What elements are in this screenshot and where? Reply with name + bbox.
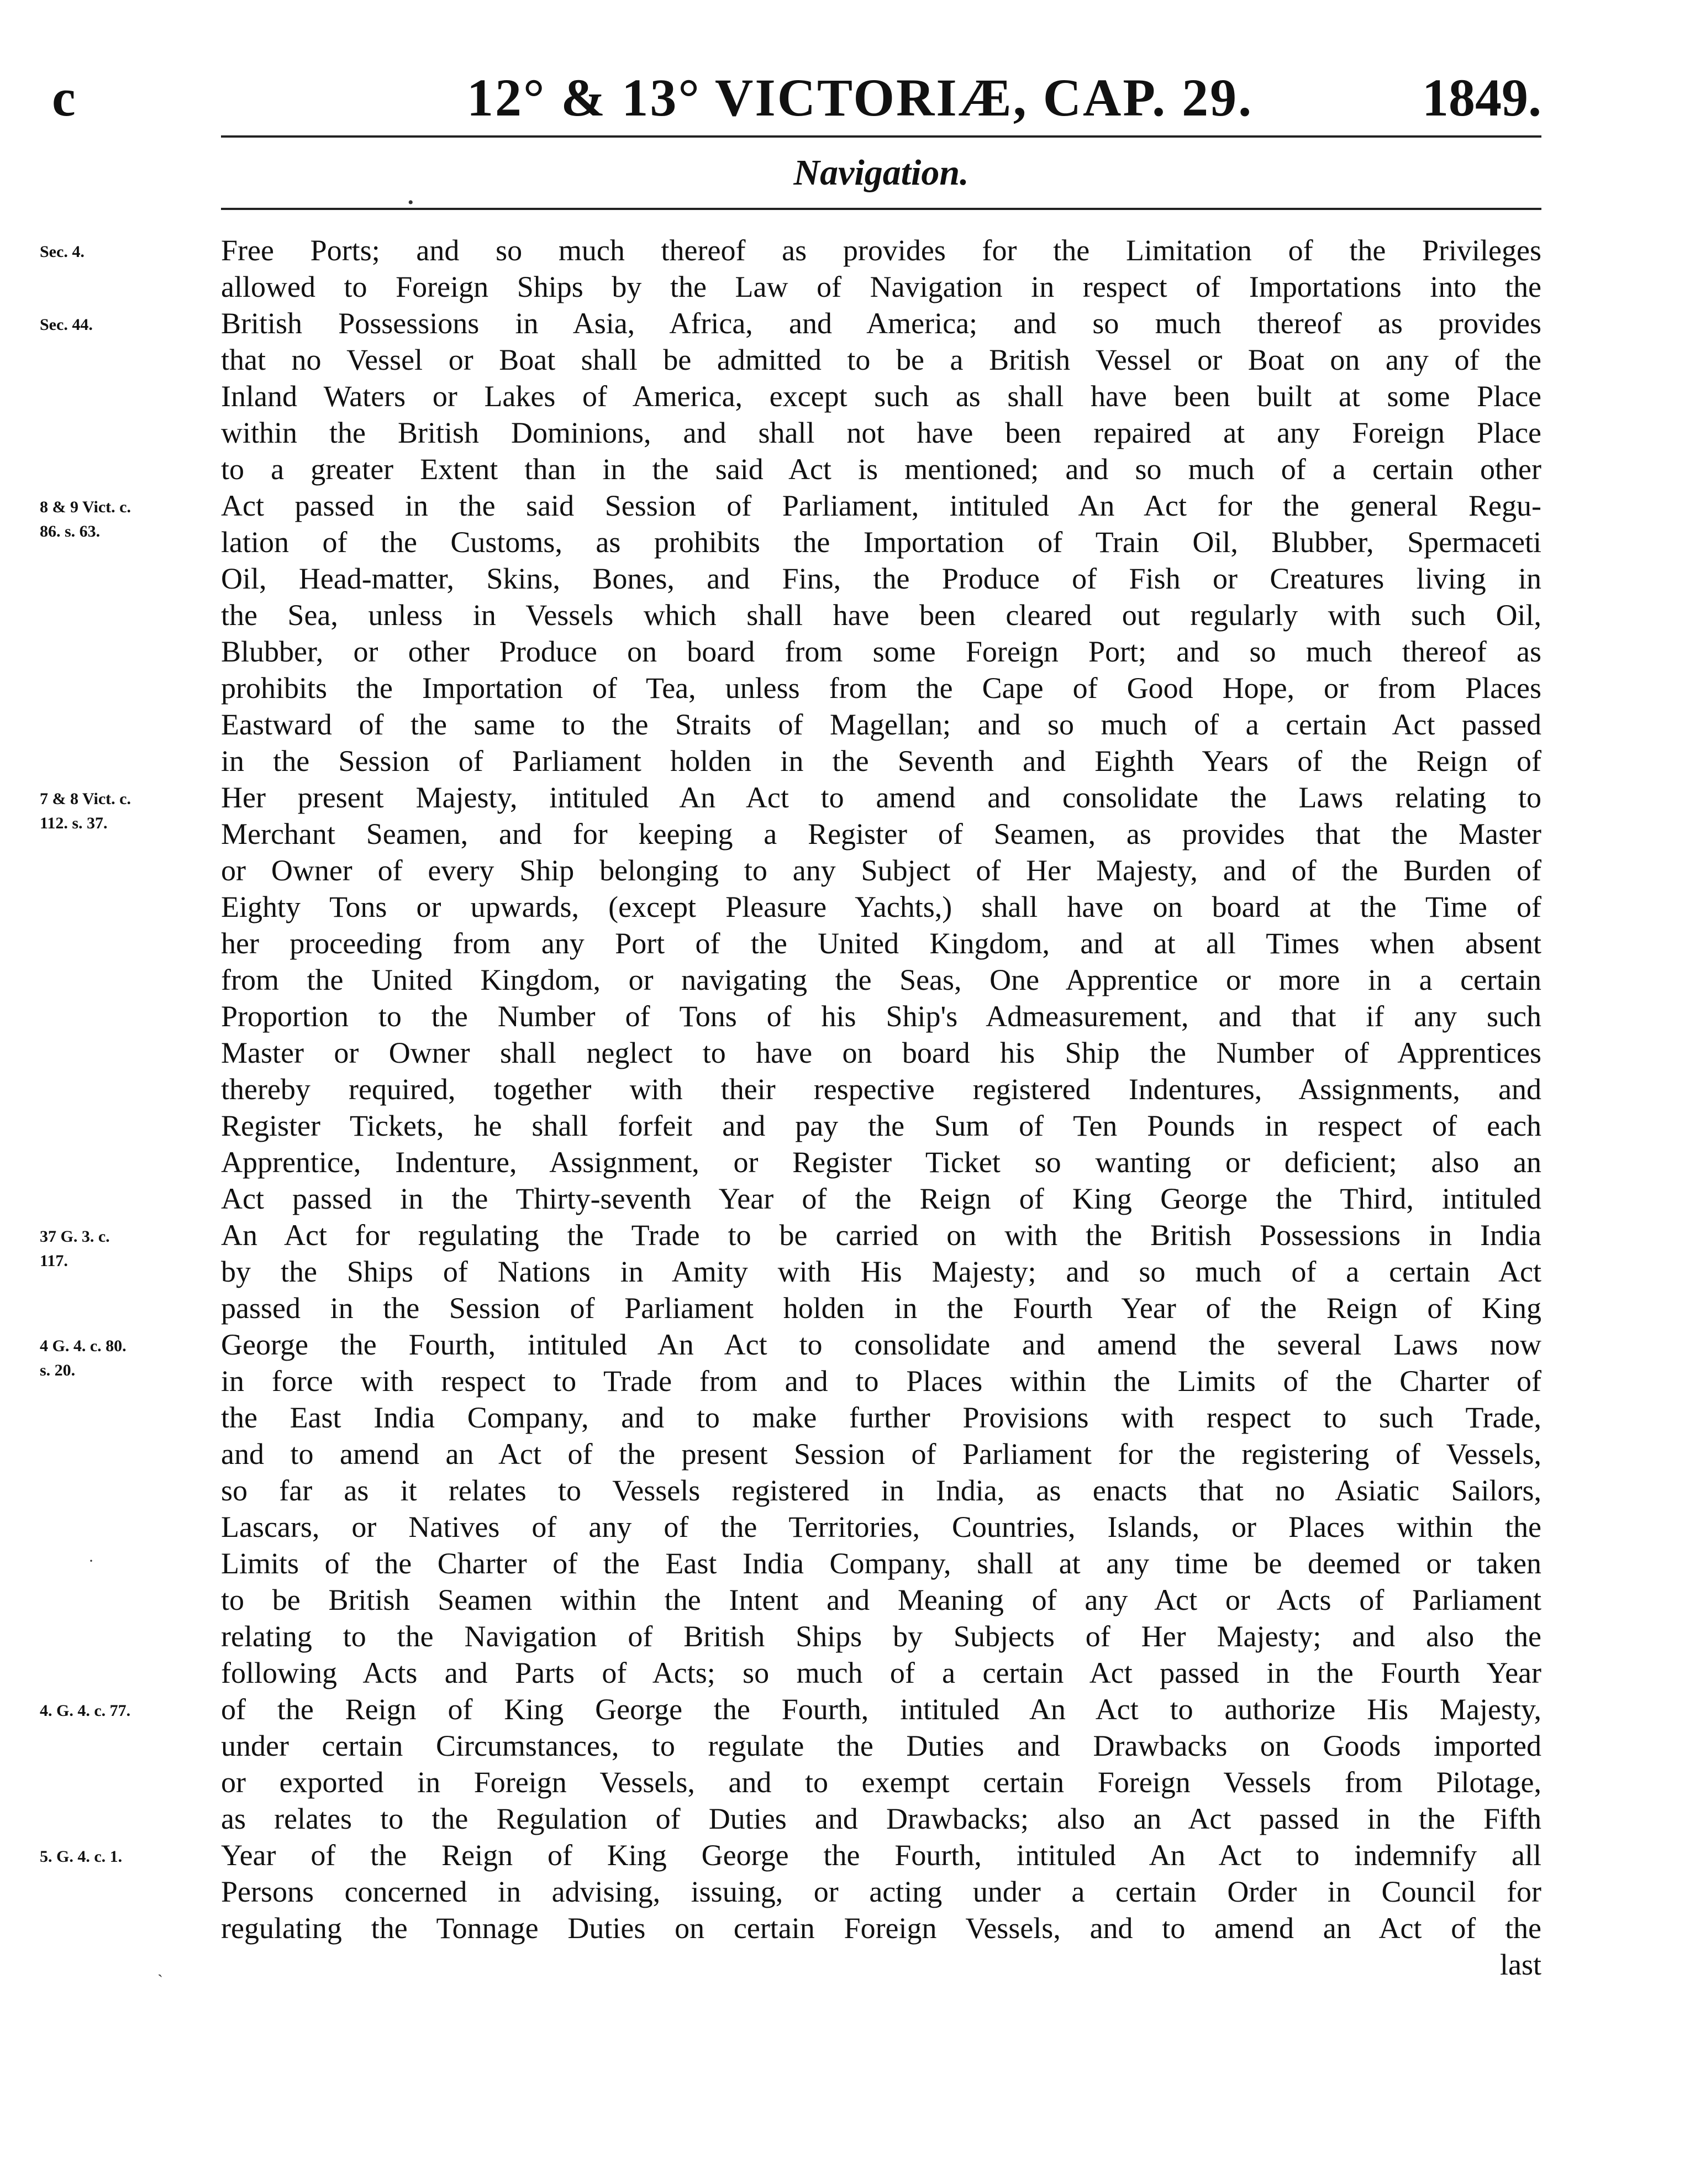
text-line: or exported in Foreign Vessels, and to exempt certain Foreign Vessels from Pilotage, [221,1766,1541,1799]
section-title: Navigation. [793,153,969,193]
text-line: Free Ports; and so much thereof as provides for the Limitation of the Privileges [221,234,1541,267]
text-line: British Possessions in Asia, Africa, and America; and so much thereof as provides [221,307,1541,340]
margin-note-line: Sec. 44. [40,316,93,334]
margin-note-line: 117. [40,1252,68,1270]
text-line: within the British Dominions, and shall not have been repaired at any Foreign Place [221,416,1541,449]
text-line: under certain Circumstances, to regulate the Duties and Drawbacks on Goods imported [221,1729,1541,1762]
text-line: Eighty Tons or upwards, (except Pleasure Yachts,) shall have on board at the Time of [221,890,1541,923]
stray-mark: · [88,1552,94,1570]
text-line: An Act for regulating the Trade to be carried on with the British Possessions in India [221,1219,1541,1252]
text-line: Apprentice, Indenture, Assignment, or Register Ticket so wanting or deficient; also an [221,1146,1541,1179]
margin-note [40,1845,206,1869]
text-line: prohibits the Importation of Tea, unless from the Cape of Good Hope, or from Places [221,671,1541,705]
margin-note [40,1225,206,1273]
text-line: of the Reign of King George the Fourth, intituled An Act to authorize His Majesty, [221,1693,1541,1726]
text-line: Act passed in the said Session of Parliament, intituled An Act for the general Regu- [221,489,1541,522]
margin-note [40,1699,206,1723]
margin-note-line: 7 & 8 Vict. c. [40,790,131,808]
stray-mark: ˎ [157,1959,163,1977]
text-line: Inland Waters or Lakes of America, except such as shall have been built at some Place [221,380,1541,413]
text-line: to be British Seamen within the Intent and Meaning of any Act or Acts of Parliament [221,1583,1541,1616]
margin-note [40,495,206,544]
margin-note-line: 8 & 9 Vict. c. [40,498,131,516]
text-line: by the Ships of Nations in Amity with His Majesty; and so much of a certain Act [221,1255,1541,1288]
text-line: following Acts and Parts of Acts; so much of a certain Act passed in the Fourth Year [221,1656,1541,1689]
margin-note [40,787,206,836]
margin-note [40,240,206,264]
text-line: in force with respect to Trade from and to Places within the Limits of the Charter of [221,1364,1541,1398]
text-line: so far as it relates to Vessels registered in India, as enacts that no Asiatic Sailors, [221,1474,1541,1507]
margin-note-line: 112. s. 37. [40,814,108,832]
header-rule [221,135,1541,138]
text-line: the Sea, unless in Vessels which shall have been cleared out regularly with such Oil, [221,599,1541,632]
text-line: George the Fourth, intituled An Act to consolidate and amend the several Laws now [221,1328,1541,1361]
text-line: or Owner of every Ship belonging to any Subject of Her Majesty, and of the Burden of [221,854,1541,887]
text-line: Year of the Reign of King George the Fourth, intituled An Act to indemnify all [221,1839,1541,1872]
text-line: relating to the Navigation of British Ships by Subjects of Her Majesty; and also the [221,1620,1541,1653]
margin-note-line: 4. G. 4. c. 77. [40,1702,131,1720]
text-line: allowed to Foreign Ships by the Law of Navigation in respect of Importations into the [221,270,1541,303]
text-line: Merchant Seamen, and for keeping a Register of Seamen, as provides that the Master [221,817,1541,851]
text-line: thereby required, together with their respective registered Indentures, Assignments, and [221,1073,1541,1106]
margin-note [40,1334,206,1383]
statute-year: 1849. [1422,68,1541,127]
margin-note [40,313,206,337]
text-line: Persons concerned in advising, issuing, or acting under a certain Order in Council for [221,1875,1541,1908]
text-line: and to amend an Act of the present Session of Parliament for the registering of Vessels, [221,1437,1541,1471]
margin-note-line: 5. G. 4. c. 1. [40,1847,123,1866]
signature-mark: c [52,68,76,127]
text-line: passed in the Session of Parliament holden in the Fourth Year of the Reign of King [221,1292,1541,1325]
running-header [44,62,1541,134]
text-line: from the United Kingdom, or navigating the Seas, One Apprentice or more in a certain [221,963,1541,996]
text-line: Blubber, or other Produce on board from some Foreign Port; and so much thereof as [221,635,1541,668]
text-line: in the Session of Parliament holden in the Seventh and Eighth Years of the Reign of [221,744,1541,778]
text-line: as relates to the Regulation of Duties and Drawbacks; also an Act passed in the Fifth [221,1802,1541,1835]
text-line: Oil, Head-matter, Skins, Bones, and Fins, the Produce of Fish or Creatures living in [221,562,1541,595]
margin-note-line: 4 G. 4. c. 80. [40,1337,127,1355]
text-line: regulating the Tonnage Duties on certain Foreign Vessels, and to amend an Act of the [221,1912,1541,1945]
text-line: Limits of the Charter of the East India Company, shall at any time be deemed or taken [221,1547,1541,1580]
text-line: Master or Owner shall neglect to have on board his Ship the Number of Apprentices [221,1036,1541,1069]
stray-mark: • [408,193,414,212]
text-line: Proportion to the Number of Tons of his Ship's Admeasurement, and that if any such [221,1000,1541,1033]
text-line: Lascars, or Natives of any of the Territories, Countries, Islands, or Places within the [221,1510,1541,1544]
text-line: Eastward of the same to the Straits of Magellan; and so much of a certain Act passed [221,708,1541,741]
text-line: her proceeding from any Port of the United Kingdom, and at all Times when absent [221,927,1541,960]
margin-note-line: 37 G. 3. c. [40,1227,110,1246]
section-rule [221,208,1541,210]
margin-note-line: Sec. 4. [40,243,85,261]
margin-note-line: 86. s. 63. [40,522,101,540]
text-line: Register Tickets, he shall forfeit and pay the Sum of Ten Pounds in respect of each [221,1109,1541,1142]
text-line: Her present Majesty, intituled An Act to amend and consolidate the Laws relating to [221,781,1541,814]
text-line: last [1500,1948,1541,1981]
text-line: Act passed in the Thirty-seventh Year of the Reign of King George the Third, intituled [221,1182,1541,1215]
text-line: the East India Company, and to make further Provisions with respect to such Trade, [221,1401,1541,1434]
text-line: lation of the Customs, as prohibits the Importation of Train Oil, Blubber, Spermaceti [221,526,1541,559]
statute-title: 12° & 13° VICTORIÆ, CAP. 29. [467,68,1254,127]
body-text [221,232,1541,1983]
text-line: to a greater Extent than in the said Act is mentioned; and so much of a certain other [221,453,1541,486]
text-line: that no Vessel or Boat shall be admitted to be a British Vessel or Boat on any of the [221,343,1541,376]
margin-note-line: s. 20. [40,1361,76,1379]
